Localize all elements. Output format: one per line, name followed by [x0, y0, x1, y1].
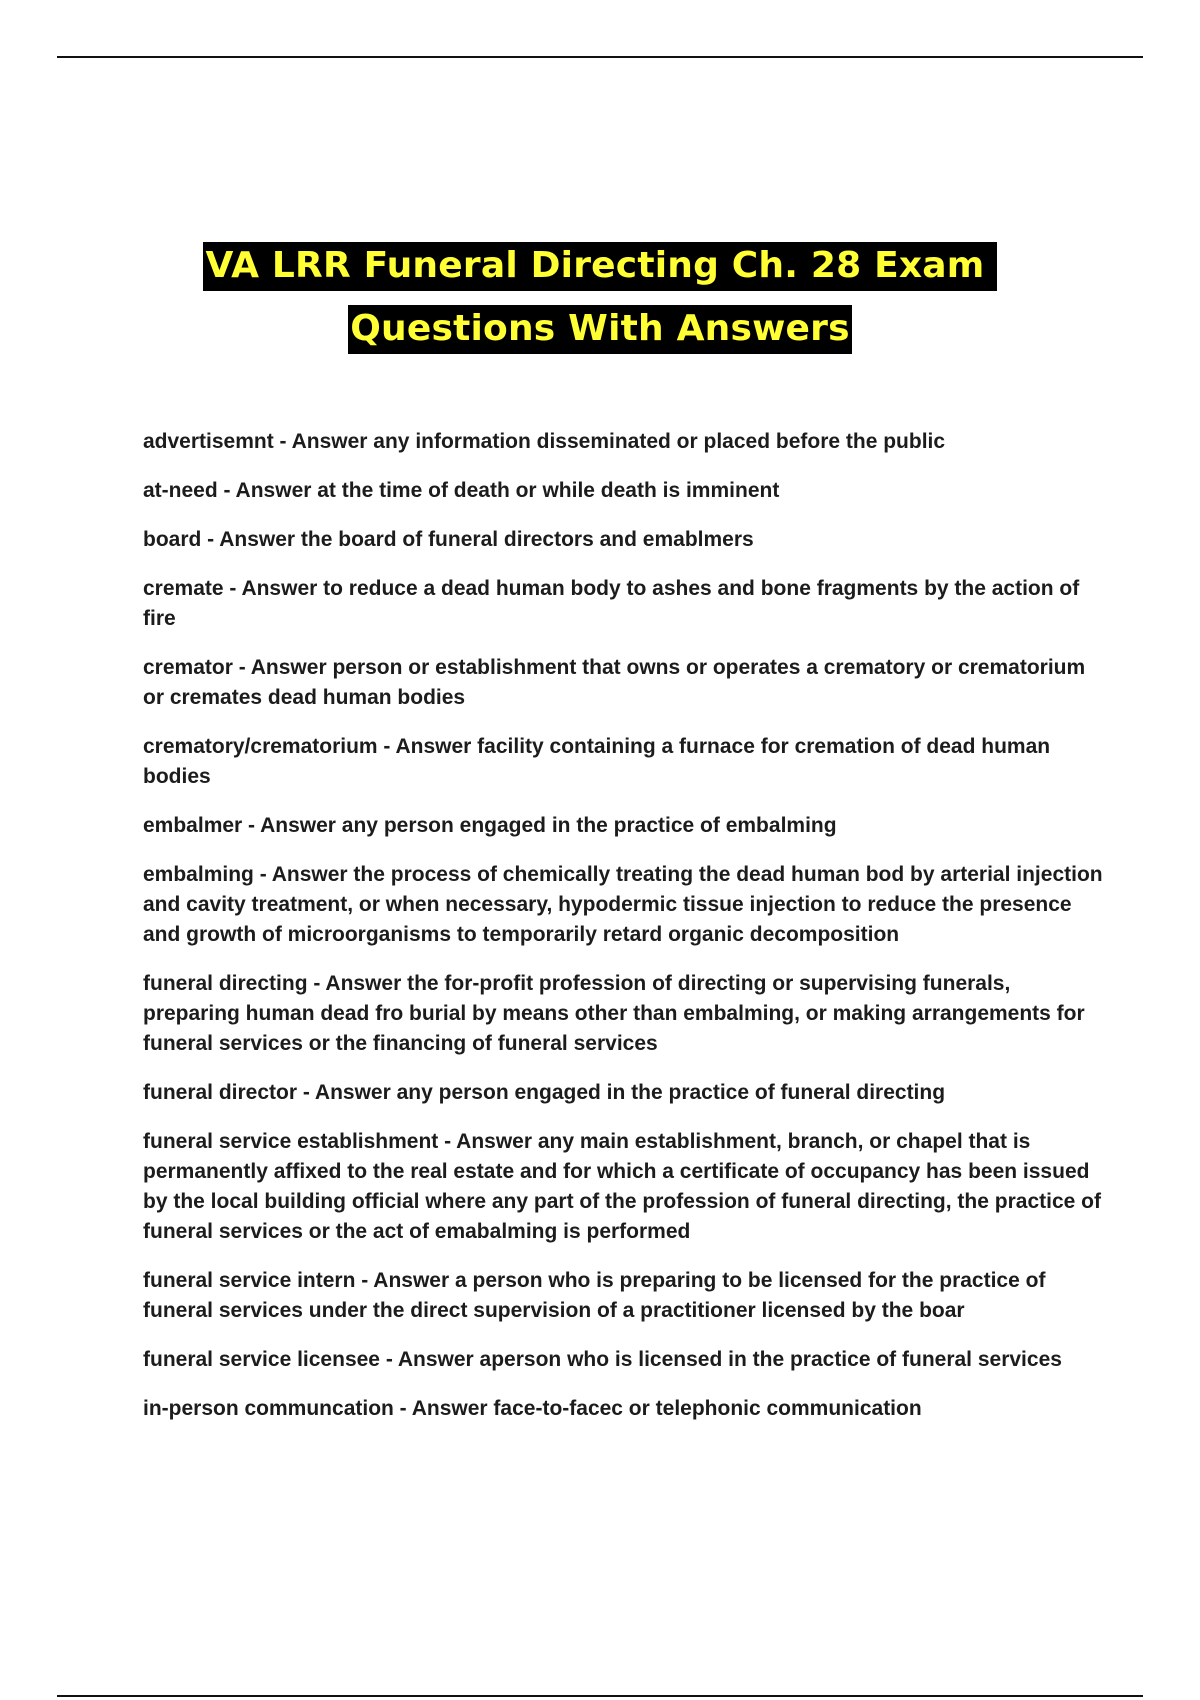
qa-entry: at-need - Answer at the time of death or while death is imminent	[143, 479, 780, 502]
qa-entry: funeral service intern - Answer a person who is preparing to be licensed for the practice of funeral services under the direct supervision of a practitioner licensed by the boar	[143, 1269, 1046, 1322]
qa-entry: funeral service licensee - Answer aperson who is licensed in the practice of funeral services	[143, 1348, 1062, 1371]
qa-entry: advertisemnt - Answer any information disseminated or placed before the public	[143, 430, 946, 453]
title-line-2: Questions With Answers	[348, 305, 852, 354]
document-title	[0, 242, 1200, 354]
qa-entry: funeral service establishment - Answer any main establishment, branch, or chapel that is permanently affixed to the real estate and for which a certificate of occupancy has been issued by the local building official where any part of the profession of funeral directing, the practice of funeral services or the act of emabalming is performed	[143, 1130, 1101, 1243]
qa-entry: funeral directing - Answer the for-profit profession of directing or supervising funerals, preparing human dead fro burial by means other than embalming, or making arrangements for funeral services or the financing of funeral services	[143, 972, 1085, 1055]
qa-entry: crematory/crematorium - Answer facility containing a furnace for cremation of dead human bodies	[143, 735, 1051, 788]
title-line-1: VA LRR Funeral Directing Ch. 28 Exam	[203, 242, 996, 291]
qa-entry: in-person communcation - Answer face-to-facec or telephonic communication	[143, 1397, 922, 1420]
qa-list	[143, 427, 1103, 1443]
top-rule	[57, 56, 1143, 58]
qa-entry: embalming - Answer the process of chemically treating the dead human bod by arterial injection and cavity treatment, or when necessary, hypodermic tissue injection to reduce the presence and growth of microorganisms to temporarily retard organic decomposition	[143, 863, 1103, 946]
qa-entry: cremator - Answer person or establishment that owns or operates a crematory or crematorium or cremates dead human bodies	[143, 656, 1086, 709]
bottom-rule	[57, 1695, 1143, 1697]
qa-entry: funeral director - Answer any person engaged in the practice of funeral directing	[143, 1081, 946, 1104]
qa-entry: embalmer - Answer any person engaged in the practice of embalming	[143, 814, 837, 837]
qa-entry: cremate - Answer to reduce a dead human body to ashes and bone fragments by the action of fire	[143, 577, 1080, 630]
qa-entry: board - Answer the board of funeral directors and emablmers	[143, 528, 754, 551]
